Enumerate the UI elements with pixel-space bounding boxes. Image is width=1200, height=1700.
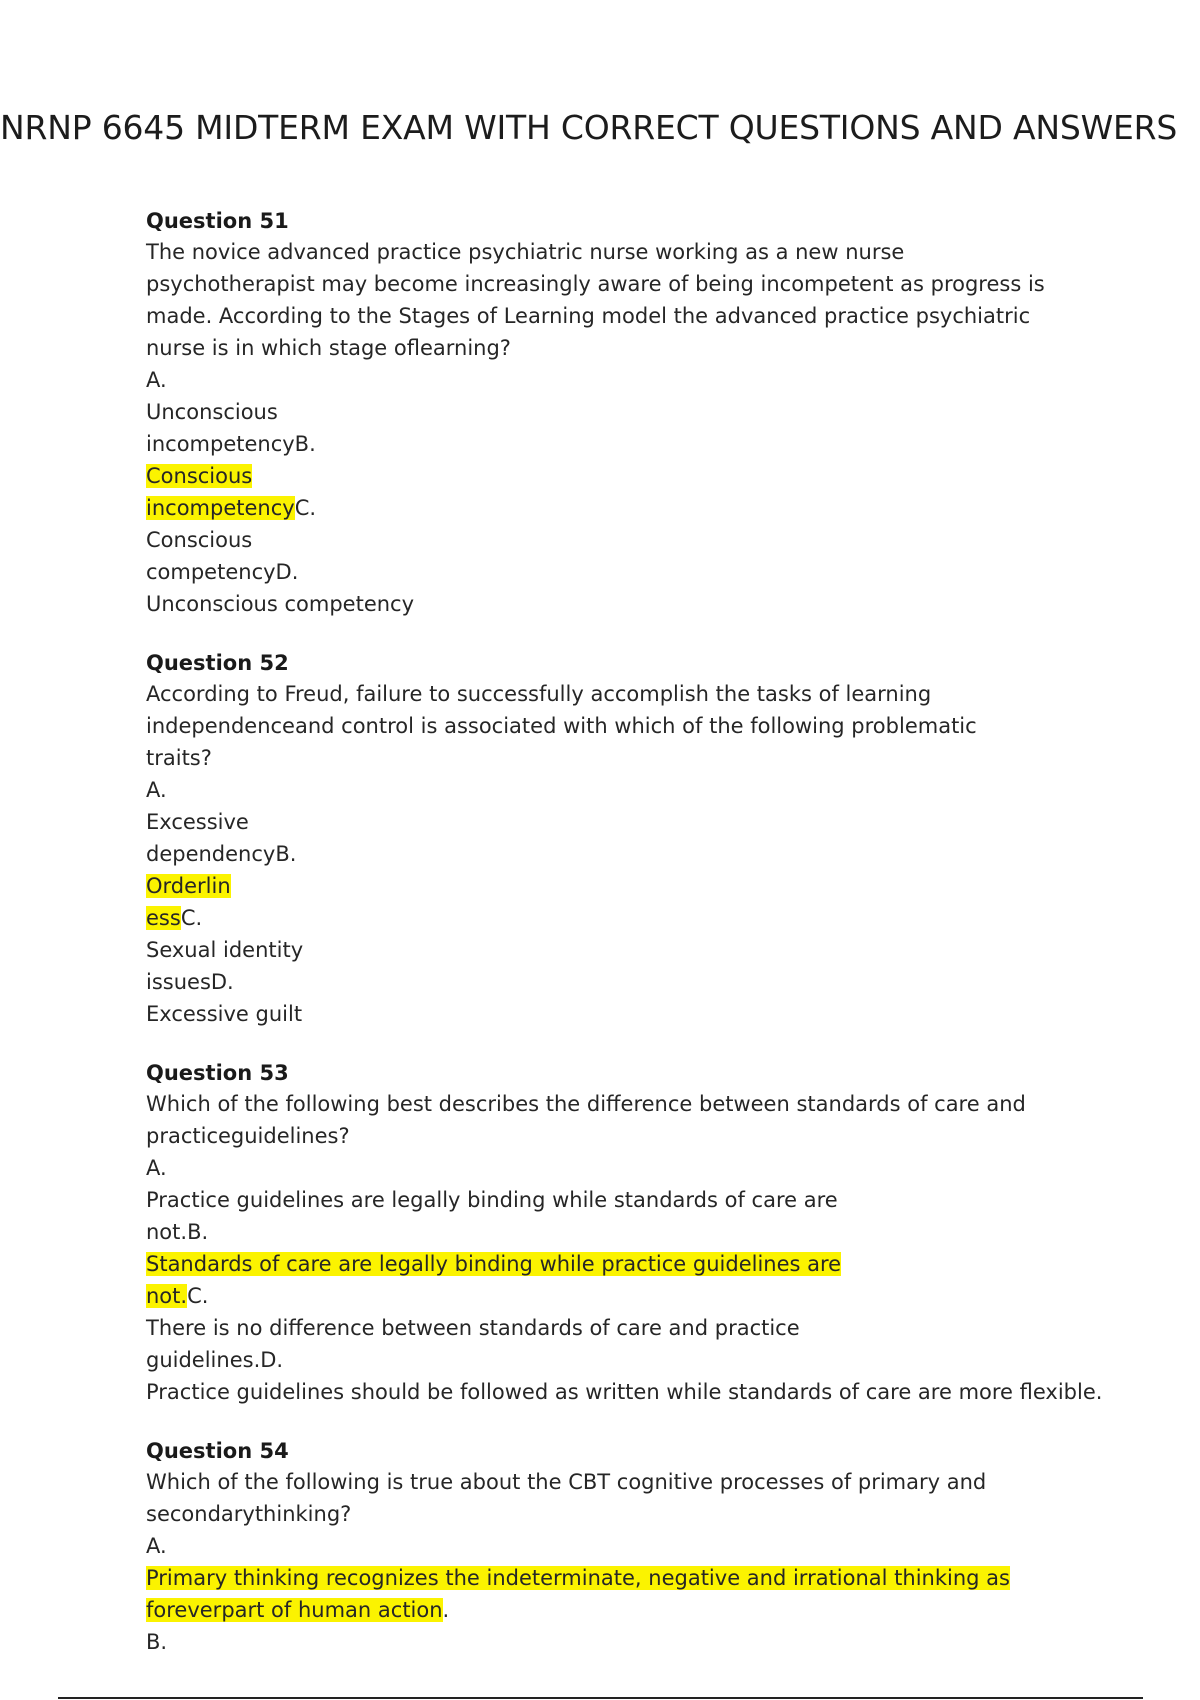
question-text-line — [146, 1248, 1106, 1280]
question-list — [146, 206, 1106, 1658]
highlighted-answer-text: incompetency — [146, 496, 295, 520]
question-block — [146, 1436, 1106, 1658]
question-text-line — [146, 364, 1106, 396]
question-spacer — [146, 1030, 1106, 1058]
document-title: NRNP 6645 MIDTERM EXAM WITH CORRECT QUESTIONS AND ANSWERS — [0, 108, 1178, 147]
question-text-line — [146, 1280, 1106, 1312]
question-text-line — [146, 268, 1106, 300]
line-text: There is no difference between standards of care and practice — [146, 1316, 800, 1340]
line-text: A. — [146, 778, 167, 802]
question-text-line — [146, 236, 1106, 268]
question-block — [146, 206, 1106, 620]
line-text: dependencyB. — [146, 842, 297, 866]
line-text: secondarythinking? — [146, 1502, 352, 1526]
question-spacer — [146, 1408, 1106, 1436]
question-text-line — [146, 838, 1106, 870]
question-text-line — [146, 902, 1106, 934]
question-text-line — [146, 556, 1106, 588]
line-text: psychotherapist may become increasingly aware of being incompetent as progress is — [146, 272, 1045, 296]
question-text-line — [146, 428, 1106, 460]
question-text-line — [146, 300, 1106, 332]
line-text: A. — [146, 1156, 167, 1180]
question-heading: Question 52 — [146, 651, 289, 675]
question-text-line — [146, 1120, 1106, 1152]
line-text: Which of the following is true about the CBT cognitive processes of primary and — [146, 1470, 987, 1494]
line-text: Which of the following best describes the difference between standards of care and — [146, 1092, 1026, 1116]
question-heading: Question 54 — [146, 1439, 289, 1463]
line-text: Excessive guilt — [146, 1002, 303, 1026]
line-text: made. According to the Stages of Learning model the advanced practice psychiatric — [146, 304, 1031, 328]
question-heading: Question 51 — [146, 209, 289, 233]
line-text: competencyD. — [146, 560, 299, 584]
highlighted-answer-text: foreverpart of human action — [146, 1598, 443, 1622]
question-text-line — [146, 396, 1106, 428]
line-text: A. — [146, 1534, 167, 1558]
highlighted-answer-text: Primary thinking recognizes the indeterminate, negative and irrational thinking as — [146, 1566, 1010, 1590]
line-text: guidelines.D. — [146, 1348, 284, 1372]
line-text: B. — [146, 1630, 168, 1654]
question-text-line — [146, 1498, 1106, 1530]
line-text: Unconscious — [146, 400, 278, 424]
question-text-line — [146, 742, 1106, 774]
line-text: C. — [180, 906, 203, 930]
question-text-line — [146, 524, 1106, 556]
line-text: A. — [146, 368, 167, 392]
line-text: Unconscious competency — [146, 592, 415, 616]
question-text-line — [146, 1376, 1106, 1408]
line-text: not.B. — [146, 1220, 209, 1244]
line-text: issuesD. — [146, 970, 234, 994]
question-text-line — [146, 1344, 1106, 1376]
question-text-line — [146, 332, 1106, 364]
highlighted-answer-text: Standards of care are legally binding while practice guidelines are — [146, 1252, 842, 1276]
question-text-line — [146, 934, 1106, 966]
highlighted-answer-text: Orderlin — [146, 874, 231, 898]
line-text: Conscious — [146, 528, 253, 552]
question-text-line — [146, 1184, 1106, 1216]
line-text: . — [442, 1598, 450, 1622]
question-text-line — [146, 678, 1106, 710]
question-heading: Question 53 — [146, 1061, 289, 1085]
question-text-line — [146, 1594, 1106, 1626]
line-text: The novice advanced practice psychiatric nurse working as a new nurse — [146, 240, 905, 264]
line-text: Practice guidelines should be followed as written while standards of care are more flexible. — [146, 1380, 1103, 1404]
line-text: incompetencyB. — [146, 432, 316, 456]
line-text: traits? — [146, 746, 212, 770]
question-spacer — [146, 620, 1106, 648]
highlighted-answer-text: Conscious — [146, 464, 253, 488]
line-text: C. — [187, 1284, 209, 1308]
question-text-line — [146, 1088, 1106, 1120]
question-text-line — [146, 460, 1106, 492]
question-text-line — [146, 998, 1106, 1030]
line-text: According to Freud, failure to successfully accomplish the tasks of learning — [146, 682, 932, 706]
question-text-line — [146, 806, 1106, 838]
question-text-line — [146, 1530, 1106, 1562]
question-text-line — [146, 966, 1106, 998]
question-text-line — [146, 1216, 1106, 1248]
question-text-line — [146, 1312, 1106, 1344]
highlighted-answer-text: not. — [146, 1284, 188, 1308]
question-text-line — [146, 1466, 1106, 1498]
question-block — [146, 648, 1106, 1030]
bottom-divider — [58, 1697, 1143, 1699]
question-text-line — [146, 1152, 1106, 1184]
line-text: Excessive — [146, 810, 249, 834]
question-text-line — [146, 588, 1106, 620]
question-text-line — [146, 492, 1106, 524]
line-text: C. — [294, 496, 317, 520]
question-text-line — [146, 710, 1106, 742]
question-text-line — [146, 870, 1106, 902]
line-text: nurse is in which stage oflearning? — [146, 336, 511, 360]
question-text-line — [146, 774, 1106, 806]
highlighted-answer-text: ess — [146, 906, 181, 930]
question-text-line — [146, 1562, 1106, 1594]
line-text: Practice guidelines are legally binding while standards of care are — [146, 1188, 838, 1212]
line-text: independenceand control is associated with which of the following problematic — [146, 714, 977, 738]
question-block — [146, 1058, 1106, 1408]
line-text: Sexual identity — [146, 938, 304, 962]
question-text-line — [146, 1626, 1106, 1658]
line-text: practiceguidelines? — [146, 1124, 350, 1148]
